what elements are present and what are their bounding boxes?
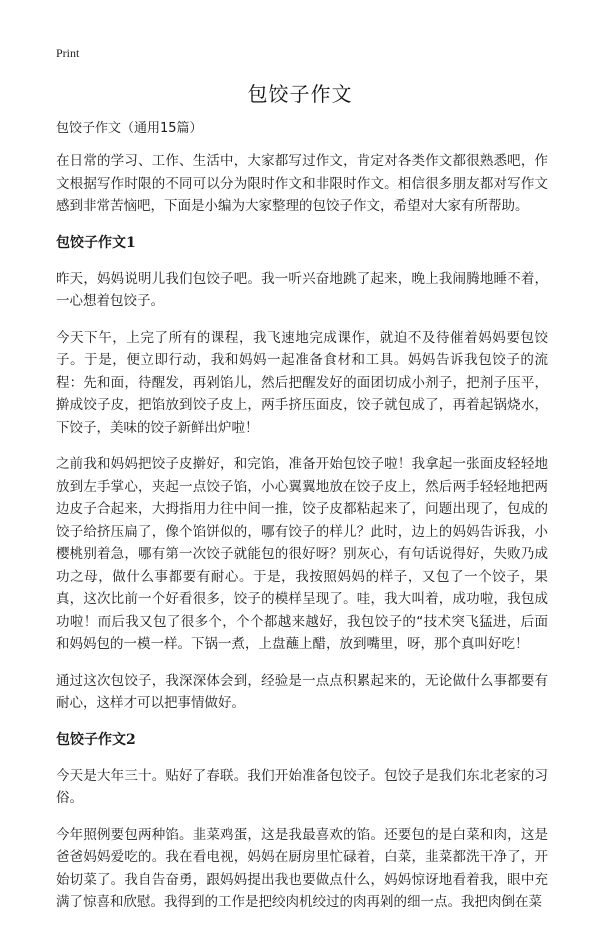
document-subtitle: 包饺子作文（通用15篇） (56, 121, 203, 136)
section-1-paragraph-2: 今天下午，上完了所有的课程，我飞速地完成课作，就迫不及待催着妈妈要包饺子。于是，便立即行动，我和妈妈一起准备食材和工具。妈妈告诉我包饺子的流程：先和面，待醒发，再剁馅儿，然后把醒发好的面团切成小剂子，把剂子压平，擀成饺子皮，把馅放到饺子皮上，两手挤压面皮，饺子就包成了，再着起锅烧水，下饺子，美味的饺子新鲜出炉啦！ (56, 329, 548, 436)
section-heading-1: 包饺子作文1 (56, 234, 136, 251)
section-1-paragraph-1: 昨天，妈妈说明儿我们包饺子吧。我一听兴奋地跳了起来，晚上我闹腾地睡不着，一心想着包饺子。 (56, 270, 548, 309)
document-body (56, 118, 548, 928)
section-1-paragraph-3: 之前我和妈妈把饺子皮擀好，和完馅，准备开始包饺子啦！我拿起一张面皮轻轻地放到左手掌心，夹起一点饺子馅，小心翼翼地放在饺子皮上，然后两手轻轻地把两边皮子合起来，大拇指用力往中间一推，饺子皮都粘起来了，问题出现了，包成的饺子给挤压扁了，像个馅饼似的，哪有饺子的样儿？此时，边上的妈妈告诉我，小樱桃别着急，哪有第一次饺子就能包的很好呀？别灰心，有句话说得好，失败乃成功之母，做什么事都要有耐心。于是，我按照妈妈的样子，又包了一个饺子，果真，这次比前一个好看很多，饺子的模样呈现了。哇，我大叫着，成功啦，我包成功啦！而后我又包了很多个，个个都越来越好，我包饺子的“技术突飞猛进，后面和妈妈包的一模一样。下锅一煮，上盘蘸上醋，放到嘴里，呀，那个真叫好吃！ (56, 456, 548, 652)
section-heading-2: 包饺子作文2 (56, 731, 136, 748)
intro-paragraph: 在日常的学习、工作、生活中，大家都写过作文，肯定对各类作文都很熟悉吧，作文根据写作时限的不同可以分为限时作文和非限时作文。相信很多朋友都对写作文感到非常苦恼吧，下面是小编为大家整理的包饺子作文，希望对大家有所帮助。 (56, 153, 548, 214)
section-2-paragraph-1: 今天是大年三十。贴好了春联。我们开始准备包饺子。包饺子是我们东北老家的习俗。 (56, 767, 548, 806)
document-title: 包饺子作文 (247, 82, 353, 106)
section-1-paragraph-4: 通过这次包饺子，我深深体会到，经验是一点点积累起来的，无论做什么事都要有耐心，这样才可以把事情做好。 (56, 672, 548, 711)
print-link[interactable]: Print (56, 46, 80, 60)
section-2-paragraph-2: 今年照例要包两种馅。韭菜鸡蛋，这是我最喜欢的馅。还要包的是白菜和肉，这是爸爸妈妈爱吃的。我在看电视，妈妈在厨房里忙碌着，白菜，韭菜都洗干净了，开始切菜了。我自告奋勇，跟妈妈提出我也要做点什么，妈妈惊讶地看着我，眼中充满了惊喜和欣慰。我得到的工作是把绞肉机绞过的肉再剁的细一点。我把肉倒在菜 (56, 826, 548, 910)
